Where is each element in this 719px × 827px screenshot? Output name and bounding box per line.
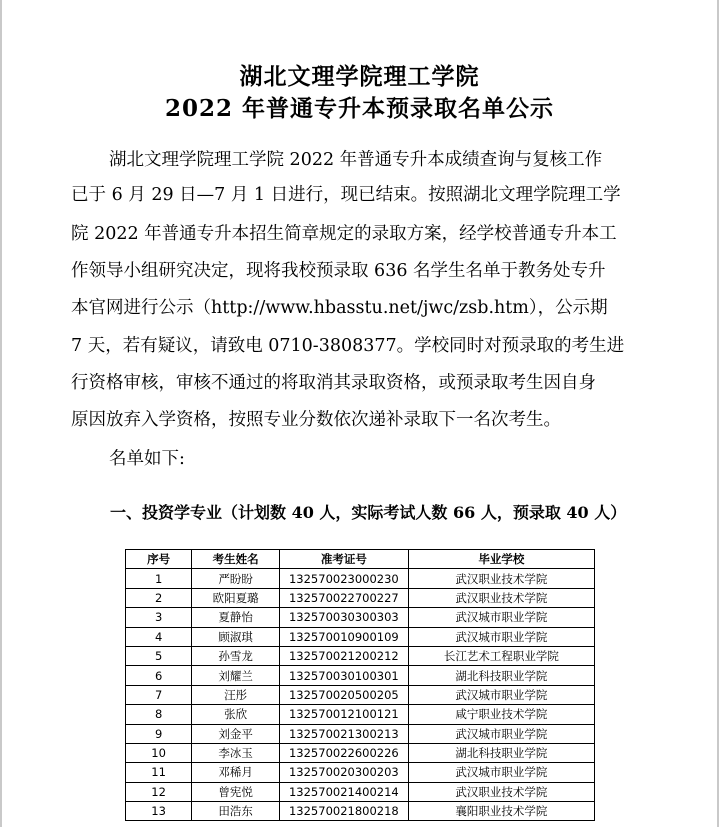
cell-school: 咸宁职业技术学院 (408, 705, 594, 724)
table-row (126, 724, 595, 743)
paragraph-line: 行资格审核，审核不通过的将取消其录取资格，或预录取考生因自身 (71, 373, 596, 393)
cell-name: 邓稀月 (192, 763, 280, 782)
header-no: 序号 (126, 550, 192, 569)
table-body (126, 569, 595, 821)
cell-exam-id: 132570021800218 (280, 802, 409, 821)
cell-name: 汪彤 (192, 685, 280, 704)
cell-no: 4 (126, 627, 192, 646)
table-row (126, 569, 595, 588)
cell-name: 夏静怡 (192, 608, 280, 627)
admission-table (125, 549, 595, 821)
cell-no: 9 (126, 724, 192, 743)
cell-name: 刘耀兰 (192, 666, 280, 685)
paragraph-line: 原因放弃入学资格，按照专业分数依次递补录取下一名次考生。 (71, 410, 561, 430)
cell-school: 武汉城市职业学院 (408, 627, 594, 646)
cell-school: 襄阳职业技术学院 (408, 802, 594, 821)
cell-name: 欧阳夏璐 (192, 588, 280, 607)
paragraph-line: 院 2022 年普通专升本招生简章规定的录取方案，经学校普通专升本工 (71, 224, 617, 244)
cell-no: 12 (126, 782, 192, 801)
table-row (126, 743, 595, 762)
cell-no: 2 (126, 588, 192, 607)
cell-name: 顾淑琪 (192, 627, 280, 646)
cell-no: 6 (126, 666, 192, 685)
paragraph-line: 已于 6 月 29 日—7 月 1 日进行，现已结束。按照湖北文理学院理工学 (71, 185, 621, 205)
cell-no: 13 (126, 802, 192, 821)
table-row (126, 763, 595, 782)
paragraph-line: 本官网进行公示（http://www.hbasstu.net/jwc/zsb.htm），公示期 (71, 298, 608, 318)
cell-no: 3 (126, 608, 192, 627)
cell-school: 武汉城市职业学院 (408, 685, 594, 704)
cell-exam-id: 132570010900109 (280, 627, 409, 646)
cell-school: 武汉职业技术学院 (408, 569, 594, 588)
cell-exam-id: 132570012100121 (280, 705, 409, 724)
cell-name: 严盼盼 (192, 569, 280, 588)
header-name: 考生姓名 (192, 550, 280, 569)
table-row (126, 646, 595, 665)
cell-no: 5 (126, 646, 192, 665)
table-row (126, 705, 595, 724)
cell-school: 湖北科技职业学院 (408, 743, 594, 762)
cell-no: 10 (126, 743, 192, 762)
table-row (126, 782, 595, 801)
table-row (126, 802, 595, 821)
cell-exam-id: 132570030300303 (280, 608, 409, 627)
section-heading: 一、投资学专业（计划数 40 人，实际考试人数 66 人，预录取 40 人） (110, 503, 627, 522)
cell-no: 11 (126, 763, 192, 782)
cell-exam-id: 132570021400214 (280, 782, 409, 801)
table-row (126, 588, 595, 607)
header-exam-id: 准考证号 (280, 550, 409, 569)
cell-name: 刘金平 (192, 724, 280, 743)
cell-name: 曾宪悦 (192, 782, 280, 801)
cell-exam-id: 132570020500205 (280, 685, 409, 704)
cell-exam-id: 132570021200212 (280, 646, 409, 665)
table-header-row (126, 550, 595, 569)
cell-exam-id: 132570023000230 (280, 569, 409, 588)
cell-school: 武汉职业技术学院 (408, 782, 594, 801)
cell-school: 武汉城市职业学院 (408, 724, 594, 743)
cell-exam-id: 132570022700227 (280, 588, 409, 607)
cell-name: 张欣 (192, 705, 280, 724)
paragraph-line: 7 天，若有疑议，请致电 0710-3808377。学校同时对预录取的考生进 (71, 336, 625, 356)
cell-exam-id: 132570022600226 (280, 743, 409, 762)
page-border-left (0, 0, 2, 827)
cell-exam-id: 132570030100301 (280, 666, 409, 685)
header-school: 毕业学校 (408, 550, 594, 569)
cell-school: 湖北科技职业学院 (408, 666, 594, 685)
cell-no: 1 (126, 569, 192, 588)
cell-name: 田浩东 (192, 802, 280, 821)
cell-no: 8 (126, 705, 192, 724)
paragraph-line: 湖北文理学院理工学院 2022 年普通专升本成绩查询与复核工作 (109, 150, 603, 170)
document-title-line2: 2022 年普通专升本预录取名单公示 (164, 95, 555, 122)
table-row (126, 608, 595, 627)
cell-school: 武汉城市职业学院 (408, 608, 594, 627)
cell-school: 长江艺术工程职业学院 (408, 646, 594, 665)
cell-school: 武汉城市职业学院 (408, 763, 594, 782)
cell-name: 孙雪龙 (192, 646, 280, 665)
paragraph-line: 作领导小组研究决定，现将我校预录取 636 名学生名单于教务处专升 (71, 261, 606, 281)
document-title-line1: 湖北文理学院理工学院 (239, 63, 480, 90)
cell-no: 7 (126, 685, 192, 704)
table-row (126, 627, 595, 646)
cell-exam-id: 132570021300213 (280, 724, 409, 743)
table-row (126, 666, 595, 685)
cell-exam-id: 132570020300203 (280, 763, 409, 782)
cell-name: 李冰玉 (192, 743, 280, 762)
table-row (126, 685, 595, 704)
cell-school: 武汉职业技术学院 (408, 588, 594, 607)
list-intro: 名单如下: (109, 449, 185, 469)
